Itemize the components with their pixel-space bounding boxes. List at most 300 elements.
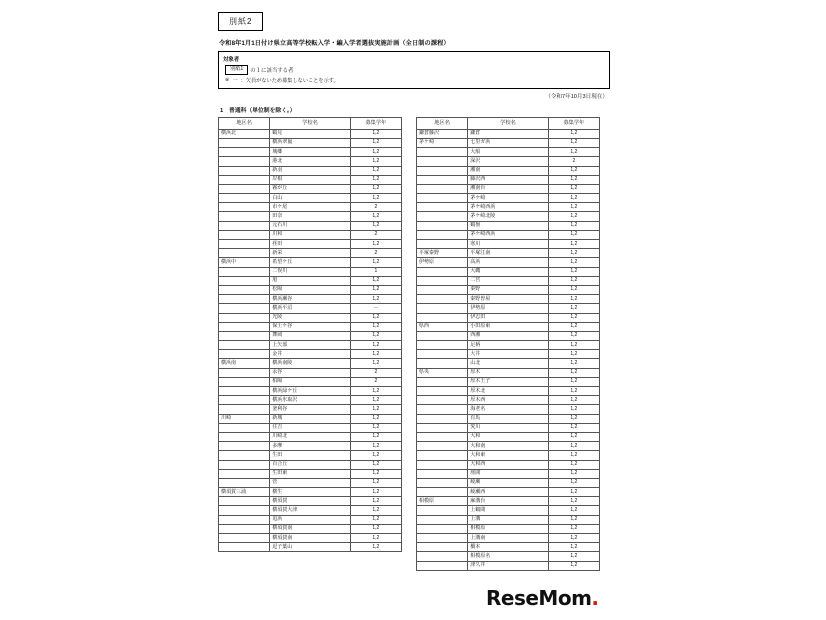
cell-school: 横須賀 bbox=[270, 497, 351, 506]
table-row bbox=[219, 368, 402, 377]
cell-school: 新栄 bbox=[270, 249, 351, 258]
table-row bbox=[219, 175, 402, 184]
cell-grade: 1,2 bbox=[350, 276, 401, 285]
cell-grade: 1,2 bbox=[548, 387, 599, 396]
cell-area: 県央 bbox=[417, 368, 468, 377]
cell-area bbox=[219, 460, 270, 469]
cell-school: 綾瀬 bbox=[468, 478, 549, 487]
cell-area bbox=[219, 313, 270, 322]
table-row bbox=[417, 304, 600, 313]
cell-grade: 1,2 bbox=[548, 497, 599, 506]
cell-area bbox=[219, 451, 270, 460]
table-row bbox=[219, 203, 402, 212]
cell-area bbox=[417, 534, 468, 543]
cell-area bbox=[219, 203, 270, 212]
table-row bbox=[417, 157, 600, 166]
cell-grade: 1,2 bbox=[548, 469, 599, 478]
cell-school: 西湘 bbox=[468, 331, 549, 340]
cell-school: 横浜南陵 bbox=[270, 359, 351, 368]
cell-grade: 1,2 bbox=[548, 488, 599, 497]
cell-grade: 1,2 bbox=[548, 506, 599, 515]
watermark-dot: . bbox=[591, 586, 599, 610]
table-row bbox=[417, 506, 600, 515]
table-row bbox=[417, 534, 600, 543]
cell-grade: 1,2 bbox=[548, 267, 599, 276]
cell-school: 津久井 bbox=[468, 561, 549, 570]
cell-grade: 1,2 bbox=[350, 387, 401, 396]
note-text: ：欠員がないため募集しないことを示す。 bbox=[240, 77, 339, 84]
cell-school: 柏陽 bbox=[270, 377, 351, 386]
table-row bbox=[417, 451, 600, 460]
cell-school: 保土ケ谷 bbox=[270, 322, 351, 331]
cell-area: 横浜中 bbox=[219, 258, 270, 267]
cell-area bbox=[417, 405, 468, 414]
cell-area bbox=[219, 368, 270, 377]
table-row bbox=[417, 148, 600, 157]
cell-grade: 1,2 bbox=[350, 469, 401, 478]
cell-school: 二俣川 bbox=[270, 267, 351, 276]
table-header-row bbox=[417, 117, 600, 129]
table-row bbox=[219, 267, 402, 276]
cell-grade: 1,2 bbox=[350, 295, 401, 304]
table-row bbox=[417, 414, 600, 423]
cell-grade: 1,2 bbox=[548, 249, 599, 258]
cell-grade: 1,2 bbox=[548, 460, 599, 469]
cell-grade: 1,2 bbox=[350, 478, 401, 487]
table-row bbox=[219, 322, 402, 331]
cell-grade: 1,2 bbox=[350, 258, 401, 267]
table-row bbox=[417, 221, 600, 230]
cell-grade: 1,2 bbox=[350, 221, 401, 230]
table-row bbox=[417, 276, 600, 285]
header-school: 学校名 bbox=[270, 117, 351, 129]
header-school: 学校名 bbox=[468, 117, 549, 129]
cell-grade: 2 bbox=[350, 230, 401, 239]
cell-school: 深沢 bbox=[468, 157, 549, 166]
table-row bbox=[219, 506, 402, 515]
cell-school: 横浜緑ケ丘 bbox=[270, 387, 351, 396]
cell-area: 茅ケ崎 bbox=[417, 138, 468, 147]
cell-grade: 1,2 bbox=[350, 285, 401, 294]
cell-area bbox=[219, 295, 270, 304]
cell-grade: 1,2 bbox=[548, 258, 599, 267]
cell-area bbox=[417, 240, 468, 249]
cell-area bbox=[219, 138, 270, 147]
cell-area bbox=[219, 432, 270, 441]
cell-grade: 1,2 bbox=[350, 212, 401, 221]
cell-school: 上矢部 bbox=[270, 341, 351, 350]
cell-school: 生田東 bbox=[270, 469, 351, 478]
cell-area bbox=[219, 442, 270, 451]
cell-area bbox=[417, 166, 468, 175]
table-row bbox=[219, 249, 402, 258]
cell-area: 川崎 bbox=[219, 414, 270, 423]
table-row bbox=[417, 387, 600, 396]
cell-school: 鶴見 bbox=[270, 129, 351, 138]
reference-badge: 別紙1 bbox=[225, 65, 248, 75]
table-row bbox=[219, 230, 402, 239]
cell-school: 相模原名 bbox=[468, 552, 549, 561]
cell-area bbox=[417, 442, 468, 451]
cell-school: 厚木 bbox=[468, 368, 549, 377]
table-row bbox=[219, 377, 402, 386]
cell-school: 横須賀南 bbox=[270, 524, 351, 533]
target-note bbox=[223, 77, 605, 84]
cell-school: 横浜氷取沢 bbox=[270, 396, 351, 405]
table-row bbox=[417, 267, 600, 276]
cell-grade: 1,2 bbox=[350, 331, 401, 340]
table-row bbox=[417, 442, 600, 451]
cell-school: 厚木北 bbox=[468, 387, 549, 396]
cell-area bbox=[219, 304, 270, 313]
cell-grade: 1,2 bbox=[350, 442, 401, 451]
cell-area bbox=[417, 184, 468, 193]
cell-area bbox=[417, 148, 468, 157]
cell-school: 横生 bbox=[270, 488, 351, 497]
cell-school: 逗子葉山 bbox=[270, 543, 351, 552]
cell-school: 川和 bbox=[270, 230, 351, 239]
cell-area bbox=[417, 396, 468, 405]
cell-school: 座間 bbox=[468, 469, 549, 478]
cell-area bbox=[417, 460, 468, 469]
table-row bbox=[219, 313, 402, 322]
cell-area bbox=[417, 350, 468, 359]
cell-area bbox=[219, 148, 270, 157]
table-row bbox=[219, 295, 402, 304]
cell-area bbox=[219, 285, 270, 294]
table-row bbox=[417, 313, 600, 322]
table-row bbox=[417, 175, 600, 184]
cell-grade: 1,2 bbox=[548, 405, 599, 414]
cell-grade: 1 bbox=[350, 267, 401, 276]
cell-school: 多摩 bbox=[270, 442, 351, 451]
table-row bbox=[219, 469, 402, 478]
table-row bbox=[219, 157, 402, 166]
cell-area bbox=[219, 276, 270, 285]
cell-school: 大井 bbox=[468, 350, 549, 359]
cell-school: 山北 bbox=[468, 359, 549, 368]
table-row bbox=[219, 304, 402, 313]
table-row bbox=[417, 552, 600, 561]
table-row bbox=[219, 515, 402, 524]
cell-school: 横浜平沼 bbox=[270, 304, 351, 313]
table-row bbox=[219, 184, 402, 193]
cell-grade: 1,2 bbox=[350, 432, 401, 441]
cell-area bbox=[219, 175, 270, 184]
cell-school: 港北 bbox=[270, 157, 351, 166]
cell-school: 追浜 bbox=[270, 515, 351, 524]
cell-grade: 1,2 bbox=[548, 304, 599, 313]
cell-school: 秦野 bbox=[468, 285, 549, 294]
table-row bbox=[219, 432, 402, 441]
cell-school: 永谷 bbox=[270, 368, 351, 377]
left-column bbox=[218, 117, 402, 553]
cell-school: 茅ケ崎 bbox=[468, 194, 549, 203]
header-grade: 募集学年 bbox=[548, 117, 599, 129]
cell-school: 大和東 bbox=[468, 451, 549, 460]
table-row bbox=[219, 285, 402, 294]
cell-school: 湘南台 bbox=[468, 184, 549, 193]
cell-grade: 1,2 bbox=[548, 230, 599, 239]
header-area: 地区名 bbox=[219, 117, 270, 129]
cell-grade: 1,2 bbox=[548, 396, 599, 405]
cell-grade: 1,2 bbox=[548, 359, 599, 368]
cell-grade: 1,2 bbox=[548, 129, 599, 138]
cell-grade: 1,2 bbox=[350, 414, 401, 423]
cell-school: 大船 bbox=[468, 148, 549, 157]
cell-grade: 1,2 bbox=[548, 194, 599, 203]
cell-grade: 1,2 bbox=[548, 184, 599, 193]
table-row bbox=[219, 387, 402, 396]
cell-grade: 1,2 bbox=[548, 478, 599, 487]
cell-area: 横浜南 bbox=[219, 359, 270, 368]
cell-grade: 1,2 bbox=[548, 331, 599, 340]
cell-area bbox=[417, 387, 468, 396]
cell-area bbox=[417, 175, 468, 184]
cell-school: 白山 bbox=[270, 194, 351, 203]
table-row bbox=[219, 359, 402, 368]
table-row bbox=[219, 138, 402, 147]
cell-area bbox=[417, 194, 468, 203]
table-row bbox=[417, 331, 600, 340]
cell-grade: 1,2 bbox=[548, 138, 599, 147]
cell-area bbox=[219, 166, 270, 175]
cell-grade: 2 bbox=[350, 249, 401, 258]
table-row bbox=[417, 295, 600, 304]
table-row bbox=[417, 203, 600, 212]
cell-area: 平塚秦野 bbox=[417, 249, 468, 258]
cell-school: 新城 bbox=[270, 414, 351, 423]
cell-area bbox=[219, 249, 270, 258]
cell-area bbox=[417, 230, 468, 239]
cell-school: 城郷 bbox=[270, 148, 351, 157]
cell-area bbox=[219, 396, 270, 405]
cell-grade: 1,2 bbox=[350, 350, 401, 359]
watermark bbox=[486, 586, 599, 610]
cell-grade: 1,2 bbox=[350, 313, 401, 322]
cell-school: 霧が丘 bbox=[270, 184, 351, 193]
cell-grade: 1,2 bbox=[350, 524, 401, 533]
cell-grade: 1,2 bbox=[350, 423, 401, 432]
cell-grade: 1,2 bbox=[548, 414, 599, 423]
table-row bbox=[219, 488, 402, 497]
table-header-row bbox=[219, 117, 402, 129]
cell-area bbox=[417, 331, 468, 340]
cell-school: 相模原 bbox=[468, 524, 549, 533]
table-row bbox=[417, 240, 600, 249]
cell-school: 鎌倉 bbox=[468, 129, 549, 138]
cell-grade: 1,2 bbox=[548, 285, 599, 294]
cell-grade: 2 bbox=[350, 368, 401, 377]
cell-school: 舞岡 bbox=[270, 331, 351, 340]
cell-school: 湘南 bbox=[468, 166, 549, 175]
cell-area bbox=[219, 221, 270, 230]
table-row bbox=[219, 258, 402, 267]
cell-school: 伊勢原 bbox=[468, 304, 549, 313]
cell-area bbox=[219, 377, 270, 386]
cell-grade: 1,2 bbox=[350, 341, 401, 350]
table-row bbox=[219, 240, 402, 249]
document-page bbox=[208, 0, 620, 620]
cell-school: 伊志田 bbox=[468, 313, 549, 322]
table-row bbox=[417, 322, 600, 331]
cell-school: 上溝南 bbox=[468, 534, 549, 543]
table-row bbox=[417, 212, 600, 221]
cell-school: 希望ケ丘 bbox=[270, 258, 351, 267]
cell-school: 厚木西 bbox=[468, 396, 549, 405]
target-reference-row bbox=[223, 65, 605, 75]
cell-school: 小田原東 bbox=[468, 322, 549, 331]
cell-grade: 1,2 bbox=[350, 194, 401, 203]
cell-grade: 1,2 bbox=[350, 322, 401, 331]
cell-area bbox=[219, 157, 270, 166]
table-row bbox=[219, 497, 402, 506]
cell-area bbox=[219, 240, 270, 249]
cell-grade: 1,2 bbox=[350, 543, 401, 552]
cell-area bbox=[219, 331, 270, 340]
table-row bbox=[417, 497, 600, 506]
cell-area bbox=[417, 469, 468, 478]
cell-grade: 1,2 bbox=[350, 396, 401, 405]
table-row bbox=[219, 478, 402, 487]
cell-grade: 1,2 bbox=[350, 184, 401, 193]
cell-grade: 1,2 bbox=[350, 451, 401, 460]
cell-school: 市ケ尾 bbox=[270, 203, 351, 212]
header-grade: 募集学年 bbox=[350, 117, 401, 129]
cell-grade: 1,2 bbox=[548, 561, 599, 570]
target-label: 対象者 bbox=[223, 57, 240, 63]
table-row bbox=[417, 423, 600, 432]
cell-school: 有馬 bbox=[468, 414, 549, 423]
table-row bbox=[219, 524, 402, 533]
cell-school: 茅ケ崎西浜 bbox=[468, 230, 549, 239]
cell-area bbox=[219, 543, 270, 552]
cell-area bbox=[219, 387, 270, 396]
cell-school: 高浜 bbox=[468, 258, 549, 267]
cell-school: 足柄 bbox=[468, 341, 549, 350]
cell-grade: 1,2 bbox=[350, 506, 401, 515]
table-row bbox=[417, 488, 600, 497]
table-row bbox=[417, 543, 600, 552]
cell-grade: 1,2 bbox=[350, 129, 401, 138]
cell-area bbox=[219, 350, 270, 359]
cell-area bbox=[417, 313, 468, 322]
cell-area bbox=[219, 469, 270, 478]
cell-school: 上溝 bbox=[468, 515, 549, 524]
header-area: 地区名 bbox=[417, 117, 468, 129]
cell-school: 松陽 bbox=[270, 285, 351, 294]
cell-area bbox=[219, 423, 270, 432]
table-row bbox=[219, 194, 402, 203]
reference-text: の１に該当する者 bbox=[250, 67, 294, 74]
cell-grade: 1,2 bbox=[548, 368, 599, 377]
cell-area bbox=[219, 515, 270, 524]
table-row bbox=[417, 432, 600, 441]
table-row bbox=[417, 166, 600, 175]
cell-grade: 1,2 bbox=[548, 432, 599, 441]
cell-area: 相模原 bbox=[417, 497, 468, 506]
cell-area bbox=[417, 341, 468, 350]
table-row bbox=[417, 405, 600, 414]
cell-area bbox=[219, 341, 270, 350]
table-row bbox=[219, 460, 402, 469]
cell-school: 七里ガ浜 bbox=[468, 138, 549, 147]
cell-area bbox=[417, 478, 468, 487]
cell-school: 茅ケ崎北陵 bbox=[468, 212, 549, 221]
cell-grade: 1,2 bbox=[548, 524, 599, 533]
cell-area bbox=[417, 561, 468, 570]
cell-area bbox=[417, 543, 468, 552]
table-row bbox=[219, 423, 402, 432]
cell-area bbox=[417, 423, 468, 432]
cell-area bbox=[417, 221, 468, 230]
cell-school: 横須賀大津 bbox=[270, 506, 351, 515]
table-row bbox=[417, 184, 600, 193]
cell-school: 二宮 bbox=[468, 276, 549, 285]
cell-grade: 1,2 bbox=[548, 295, 599, 304]
cell-area: 伊勢原 bbox=[417, 258, 468, 267]
table-row bbox=[417, 341, 600, 350]
table-row bbox=[219, 341, 402, 350]
cell-school: 横浜瀬谷 bbox=[270, 295, 351, 304]
cell-area bbox=[417, 488, 468, 497]
cell-grade: 1,2 bbox=[548, 552, 599, 561]
cell-grade: 1,2 bbox=[548, 276, 599, 285]
table-row bbox=[219, 331, 402, 340]
cell-grade: 1,2 bbox=[350, 240, 401, 249]
cell-school: 鶴嶺 bbox=[468, 221, 549, 230]
table-row bbox=[417, 377, 600, 386]
cell-grade: 1,2 bbox=[548, 442, 599, 451]
cell-school: 菅 bbox=[270, 478, 351, 487]
table-row bbox=[219, 148, 402, 157]
cell-school: 大和南 bbox=[468, 442, 549, 451]
cell-grade: 1,2 bbox=[548, 240, 599, 249]
table-row bbox=[219, 276, 402, 285]
cell-area bbox=[219, 534, 270, 543]
cell-grade: 1,2 bbox=[548, 534, 599, 543]
cell-area bbox=[219, 497, 270, 506]
cell-school: 生田 bbox=[270, 451, 351, 460]
cell-grade: 1,2 bbox=[548, 148, 599, 157]
table-row bbox=[219, 166, 402, 175]
section-title: 1 普通科（単位制を除く。） bbox=[220, 107, 296, 114]
target-box bbox=[218, 51, 610, 89]
cell-area bbox=[417, 506, 468, 515]
cell-area bbox=[417, 203, 468, 212]
right-column bbox=[416, 117, 600, 571]
cell-grade: 1,2 bbox=[350, 359, 401, 368]
cell-school: 茅ケ崎西浜 bbox=[468, 203, 549, 212]
cell-school: 愛川 bbox=[468, 423, 549, 432]
attachment-badge: 別紙2 bbox=[218, 12, 263, 31]
cell-grade: 1,2 bbox=[548, 350, 599, 359]
cell-area bbox=[219, 405, 270, 414]
cell-area: 県西 bbox=[417, 322, 468, 331]
cell-area bbox=[417, 451, 468, 460]
table-row bbox=[417, 285, 600, 294]
table-row bbox=[417, 194, 600, 203]
cell-area bbox=[219, 212, 270, 221]
cell-school: 厚木王子 bbox=[468, 377, 549, 386]
cell-area bbox=[219, 506, 270, 515]
cell-school: 大和 bbox=[468, 432, 549, 441]
cell-area bbox=[219, 267, 270, 276]
cell-area bbox=[417, 414, 468, 423]
cell-grade: 1,2 bbox=[548, 543, 599, 552]
table-row bbox=[417, 524, 600, 533]
cell-grade: 1,2 bbox=[350, 497, 401, 506]
